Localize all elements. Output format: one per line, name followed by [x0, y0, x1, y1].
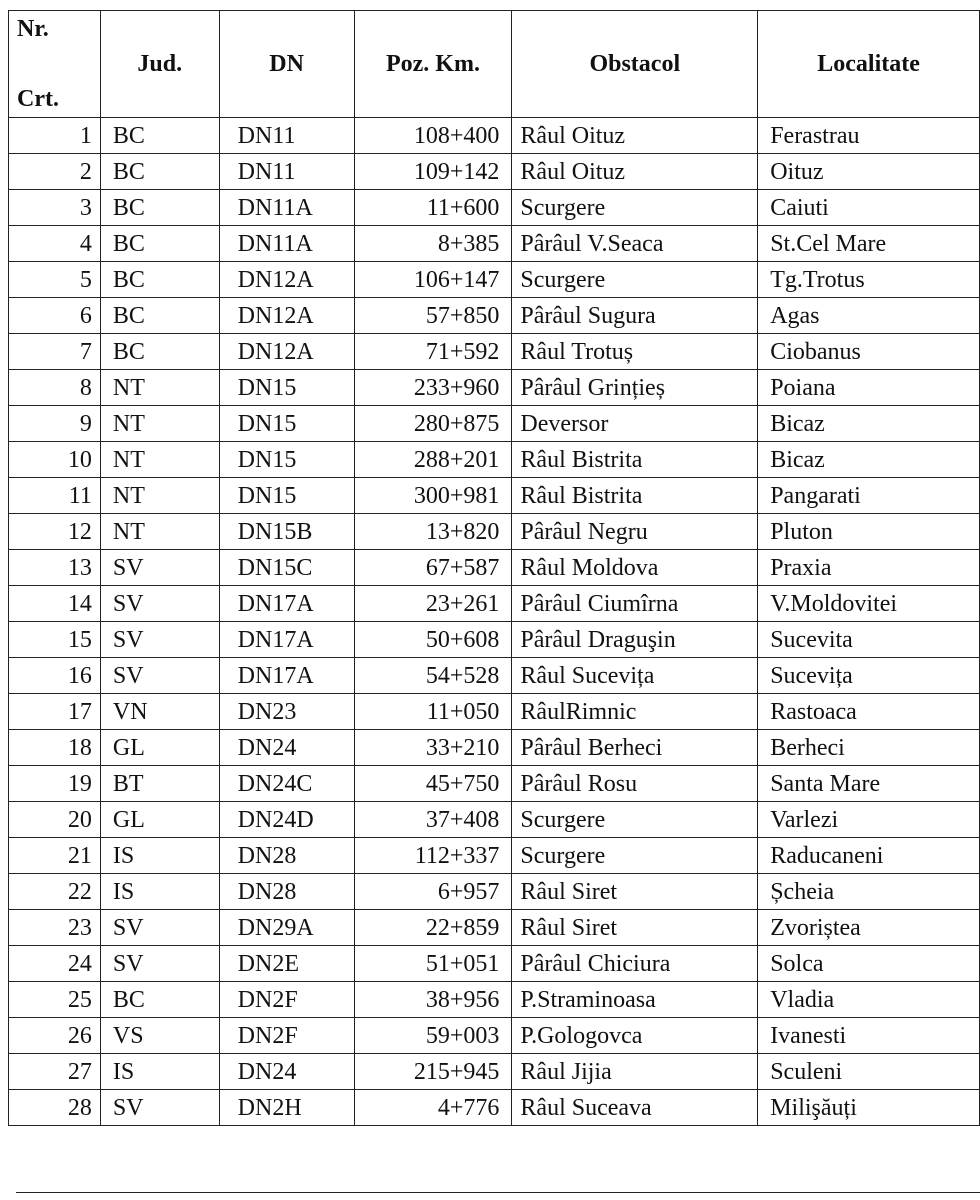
- cell-dn: DN24: [219, 1054, 354, 1090]
- cell-obstacol: Scurgere: [512, 262, 758, 298]
- cell-jud: IS: [100, 1054, 219, 1090]
- cell-jud: SV: [100, 622, 219, 658]
- cell-dn: DN11A: [219, 190, 354, 226]
- cell-jud: BC: [100, 154, 219, 190]
- cell-localitate: Vladia: [758, 982, 980, 1018]
- cell-nr: 21: [9, 838, 101, 874]
- cell-dn: DN24C: [219, 766, 354, 802]
- cell-jud: BC: [100, 334, 219, 370]
- table-row: [9, 298, 980, 334]
- cell-jud: SV: [100, 658, 219, 694]
- cell-jud: GL: [100, 730, 219, 766]
- header-nr-crt: [9, 11, 101, 118]
- cell-dn: DN11: [219, 118, 354, 154]
- cell-poz-km: 50+608: [354, 622, 512, 658]
- table-row: [9, 514, 980, 550]
- cell-nr: 7: [9, 334, 101, 370]
- cell-dn: DN15C: [219, 550, 354, 586]
- cell-obstacol: Pârâul Chiciura: [512, 946, 758, 982]
- cell-dn: DN28: [219, 838, 354, 874]
- cell-localitate: Praxia: [758, 550, 980, 586]
- cell-obstacol: Scurgere: [512, 802, 758, 838]
- cell-obstacol: Râul Jijia: [512, 1054, 758, 1090]
- cell-obstacol: Scurgere: [512, 838, 758, 874]
- cell-jud: BC: [100, 118, 219, 154]
- cell-localitate: Tg.Trotus: [758, 262, 980, 298]
- cell-obstacol: Scurgere: [512, 190, 758, 226]
- cell-jud: BC: [100, 298, 219, 334]
- table-row: [9, 1090, 980, 1126]
- header-localitate: Localitate: [758, 11, 980, 118]
- cell-jud: BC: [100, 262, 219, 298]
- cell-nr: 5: [9, 262, 101, 298]
- cell-poz-km: 106+147: [354, 262, 512, 298]
- cell-dn: DN11A: [219, 226, 354, 262]
- cell-jud: SV: [100, 910, 219, 946]
- cell-jud: IS: [100, 874, 219, 910]
- cell-obstacol: Râul Sucevița: [512, 658, 758, 694]
- cell-jud: NT: [100, 370, 219, 406]
- cell-poz-km: 109+142: [354, 154, 512, 190]
- cell-nr: 22: [9, 874, 101, 910]
- cell-jud: BC: [100, 190, 219, 226]
- cell-jud: BT: [100, 766, 219, 802]
- cell-poz-km: 288+201: [354, 442, 512, 478]
- cell-obstacol: P.Gologovca: [512, 1018, 758, 1054]
- cell-obstacol: Râul Siret: [512, 910, 758, 946]
- cell-localitate: Varlezi: [758, 802, 980, 838]
- cell-nr: 20: [9, 802, 101, 838]
- cell-localitate: Agas: [758, 298, 980, 334]
- cell-obstacol: Pârâul Sugura: [512, 298, 758, 334]
- cell-dn: DN12A: [219, 298, 354, 334]
- cell-nr: 18: [9, 730, 101, 766]
- cell-poz-km: 4+776: [354, 1090, 512, 1126]
- cell-poz-km: 33+210: [354, 730, 512, 766]
- cell-dn: DN12A: [219, 334, 354, 370]
- table-row: [9, 838, 980, 874]
- cell-jud: SV: [100, 586, 219, 622]
- table-row: [9, 1054, 980, 1090]
- table-row: [9, 118, 980, 154]
- cell-obstacol: Pârâul Ciumîrna: [512, 586, 758, 622]
- cell-nr: 19: [9, 766, 101, 802]
- table-row: [9, 1018, 980, 1054]
- cell-localitate: Santa Mare: [758, 766, 980, 802]
- cell-localitate: Solca: [758, 946, 980, 982]
- table-row: [9, 874, 980, 910]
- cell-obstacol: Pârâul Draguşin: [512, 622, 758, 658]
- cell-poz-km: 54+528: [354, 658, 512, 694]
- cell-dn: DN15: [219, 478, 354, 514]
- cell-obstacol: Pârâul V.Seaca: [512, 226, 758, 262]
- cell-poz-km: 45+750: [354, 766, 512, 802]
- cell-jud: VN: [100, 694, 219, 730]
- table-row: [9, 766, 980, 802]
- cell-jud: NT: [100, 514, 219, 550]
- cell-obstacol: Pârâul Rosu: [512, 766, 758, 802]
- cell-dn: DN28: [219, 874, 354, 910]
- cell-dn: DN17A: [219, 658, 354, 694]
- cell-obstacol: Râul Suceava: [512, 1090, 758, 1126]
- cell-dn: DN24D: [219, 802, 354, 838]
- cell-localitate: Rastoaca: [758, 694, 980, 730]
- cell-nr: 8: [9, 370, 101, 406]
- cell-poz-km: 59+003: [354, 1018, 512, 1054]
- cell-obstacol: Râul Bistrita: [512, 478, 758, 514]
- cell-dn: DN11: [219, 154, 354, 190]
- cell-localitate: Șcheia: [758, 874, 980, 910]
- cell-poz-km: 37+408: [354, 802, 512, 838]
- cell-localitate: Raducaneni: [758, 838, 980, 874]
- cell-localitate: Ferastrau: [758, 118, 980, 154]
- cell-poz-km: 8+385: [354, 226, 512, 262]
- table-row: [9, 262, 980, 298]
- cell-nr: 11: [9, 478, 101, 514]
- cell-obstacol: Râul Moldova: [512, 550, 758, 586]
- cell-localitate: Bicaz: [758, 442, 980, 478]
- cell-localitate: Ciobanus: [758, 334, 980, 370]
- cell-poz-km: 280+875: [354, 406, 512, 442]
- cell-localitate: Sucevita: [758, 622, 980, 658]
- cell-nr: 26: [9, 1018, 101, 1054]
- cell-poz-km: 215+945: [354, 1054, 512, 1090]
- cell-poz-km: 71+592: [354, 334, 512, 370]
- cell-poz-km: 13+820: [354, 514, 512, 550]
- table-row: [9, 406, 980, 442]
- cell-jud: SV: [100, 550, 219, 586]
- cell-nr: 27: [9, 1054, 101, 1090]
- cell-poz-km: 67+587: [354, 550, 512, 586]
- table-row: [9, 190, 980, 226]
- cell-nr: 14: [9, 586, 101, 622]
- cell-dn: DN12A: [219, 262, 354, 298]
- table-row: [9, 694, 980, 730]
- cell-obstacol: Pârâul Negru: [512, 514, 758, 550]
- cell-poz-km: 300+981: [354, 478, 512, 514]
- cell-jud: NT: [100, 406, 219, 442]
- cell-dn: DN24: [219, 730, 354, 766]
- cell-obstacol: P.Straminoasa: [512, 982, 758, 1018]
- cell-dn: DN15: [219, 370, 354, 406]
- table-row: [9, 730, 980, 766]
- table-row: [9, 334, 980, 370]
- cell-localitate: Berheci: [758, 730, 980, 766]
- table-row: [9, 154, 980, 190]
- cell-poz-km: 11+050: [354, 694, 512, 730]
- cell-obstacol: Pârâul Berheci: [512, 730, 758, 766]
- cell-localitate: Caiuti: [758, 190, 980, 226]
- cell-dn: DN15B: [219, 514, 354, 550]
- cell-dn: DN29A: [219, 910, 354, 946]
- cell-nr: 1: [9, 118, 101, 154]
- obstacle-table: [8, 10, 980, 1126]
- table-row: [9, 658, 980, 694]
- cell-dn: DN2E: [219, 946, 354, 982]
- cell-poz-km: 112+337: [354, 838, 512, 874]
- cell-localitate: Oituz: [758, 154, 980, 190]
- cell-jud: IS: [100, 838, 219, 874]
- cell-nr: 9: [9, 406, 101, 442]
- table-row: [9, 622, 980, 658]
- cell-jud: SV: [100, 946, 219, 982]
- header-nr-label: Nr.: [17, 16, 49, 42]
- cell-dn: DN15: [219, 406, 354, 442]
- document-page: [8, 10, 980, 1126]
- cell-nr: 3: [9, 190, 101, 226]
- table-row: [9, 910, 980, 946]
- cell-obstacol: Râul Oituz: [512, 154, 758, 190]
- cell-nr: 23: [9, 910, 101, 946]
- cell-obstacol: Râul Siret: [512, 874, 758, 910]
- cell-nr: 6: [9, 298, 101, 334]
- cell-dn: DN2F: [219, 982, 354, 1018]
- header-poz-km: Poz. Km.: [354, 11, 512, 118]
- cell-nr: 10: [9, 442, 101, 478]
- table-row: [9, 370, 980, 406]
- table-row: [9, 226, 980, 262]
- cell-localitate: Pluton: [758, 514, 980, 550]
- cell-nr: 25: [9, 982, 101, 1018]
- cell-dn: DN23: [219, 694, 354, 730]
- cell-jud: BC: [100, 226, 219, 262]
- header-dn: DN: [219, 11, 354, 118]
- table-row: [9, 982, 980, 1018]
- cell-nr: 16: [9, 658, 101, 694]
- cell-localitate: Milişăuți: [758, 1090, 980, 1126]
- cell-dn: DN17A: [219, 622, 354, 658]
- cell-localitate: Sucevița: [758, 658, 980, 694]
- cell-dn: DN2F: [219, 1018, 354, 1054]
- cell-dn: DN17A: [219, 586, 354, 622]
- cell-localitate: Poiana: [758, 370, 980, 406]
- cell-jud: BC: [100, 982, 219, 1018]
- cell-nr: 4: [9, 226, 101, 262]
- cell-jud: NT: [100, 442, 219, 478]
- bottom-border-line: [16, 1192, 980, 1193]
- cell-localitate: Sculeni: [758, 1054, 980, 1090]
- cell-dn: DN2H: [219, 1090, 354, 1126]
- cell-poz-km: 108+400: [354, 118, 512, 154]
- cell-obstacol: Râul Trotuș: [512, 334, 758, 370]
- cell-poz-km: 11+600: [354, 190, 512, 226]
- cell-poz-km: 38+956: [354, 982, 512, 1018]
- cell-obstacol: Deversor: [512, 406, 758, 442]
- cell-localitate: Bicaz: [758, 406, 980, 442]
- cell-localitate: Pangarati: [758, 478, 980, 514]
- table-row: [9, 442, 980, 478]
- cell-obstacol: Râul Oituz: [512, 118, 758, 154]
- cell-localitate: Ivanesti: [758, 1018, 980, 1054]
- cell-nr: 17: [9, 694, 101, 730]
- cell-jud: GL: [100, 802, 219, 838]
- header-crt-label: Crt.: [17, 86, 59, 112]
- cell-poz-km: 51+051: [354, 946, 512, 982]
- table-row: [9, 802, 980, 838]
- cell-nr: 15: [9, 622, 101, 658]
- cell-jud: NT: [100, 478, 219, 514]
- table-row: [9, 586, 980, 622]
- cell-nr: 24: [9, 946, 101, 982]
- table-row: [9, 478, 980, 514]
- header-obstacol: Obstacol: [512, 11, 758, 118]
- cell-obstacol: Râul Bistrita: [512, 442, 758, 478]
- cell-obstacol: Pârâul Grințieș: [512, 370, 758, 406]
- cell-nr: 2: [9, 154, 101, 190]
- cell-poz-km: 6+957: [354, 874, 512, 910]
- cell-nr: 28: [9, 1090, 101, 1126]
- cell-nr: 13: [9, 550, 101, 586]
- cell-localitate: V.Moldovitei: [758, 586, 980, 622]
- cell-nr: 12: [9, 514, 101, 550]
- cell-jud: VS: [100, 1018, 219, 1054]
- cell-poz-km: 23+261: [354, 586, 512, 622]
- table-row: [9, 946, 980, 982]
- cell-obstacol: RâulRimnic: [512, 694, 758, 730]
- cell-dn: DN15: [219, 442, 354, 478]
- cell-poz-km: 57+850: [354, 298, 512, 334]
- table-header-row: [9, 11, 980, 118]
- header-jud: Jud.: [100, 11, 219, 118]
- cell-jud: SV: [100, 1090, 219, 1126]
- cell-poz-km: 233+960: [354, 370, 512, 406]
- cell-poz-km: 22+859: [354, 910, 512, 946]
- cell-localitate: St.Cel Mare: [758, 226, 980, 262]
- table-row: [9, 550, 980, 586]
- cell-localitate: Zvoriștea: [758, 910, 980, 946]
